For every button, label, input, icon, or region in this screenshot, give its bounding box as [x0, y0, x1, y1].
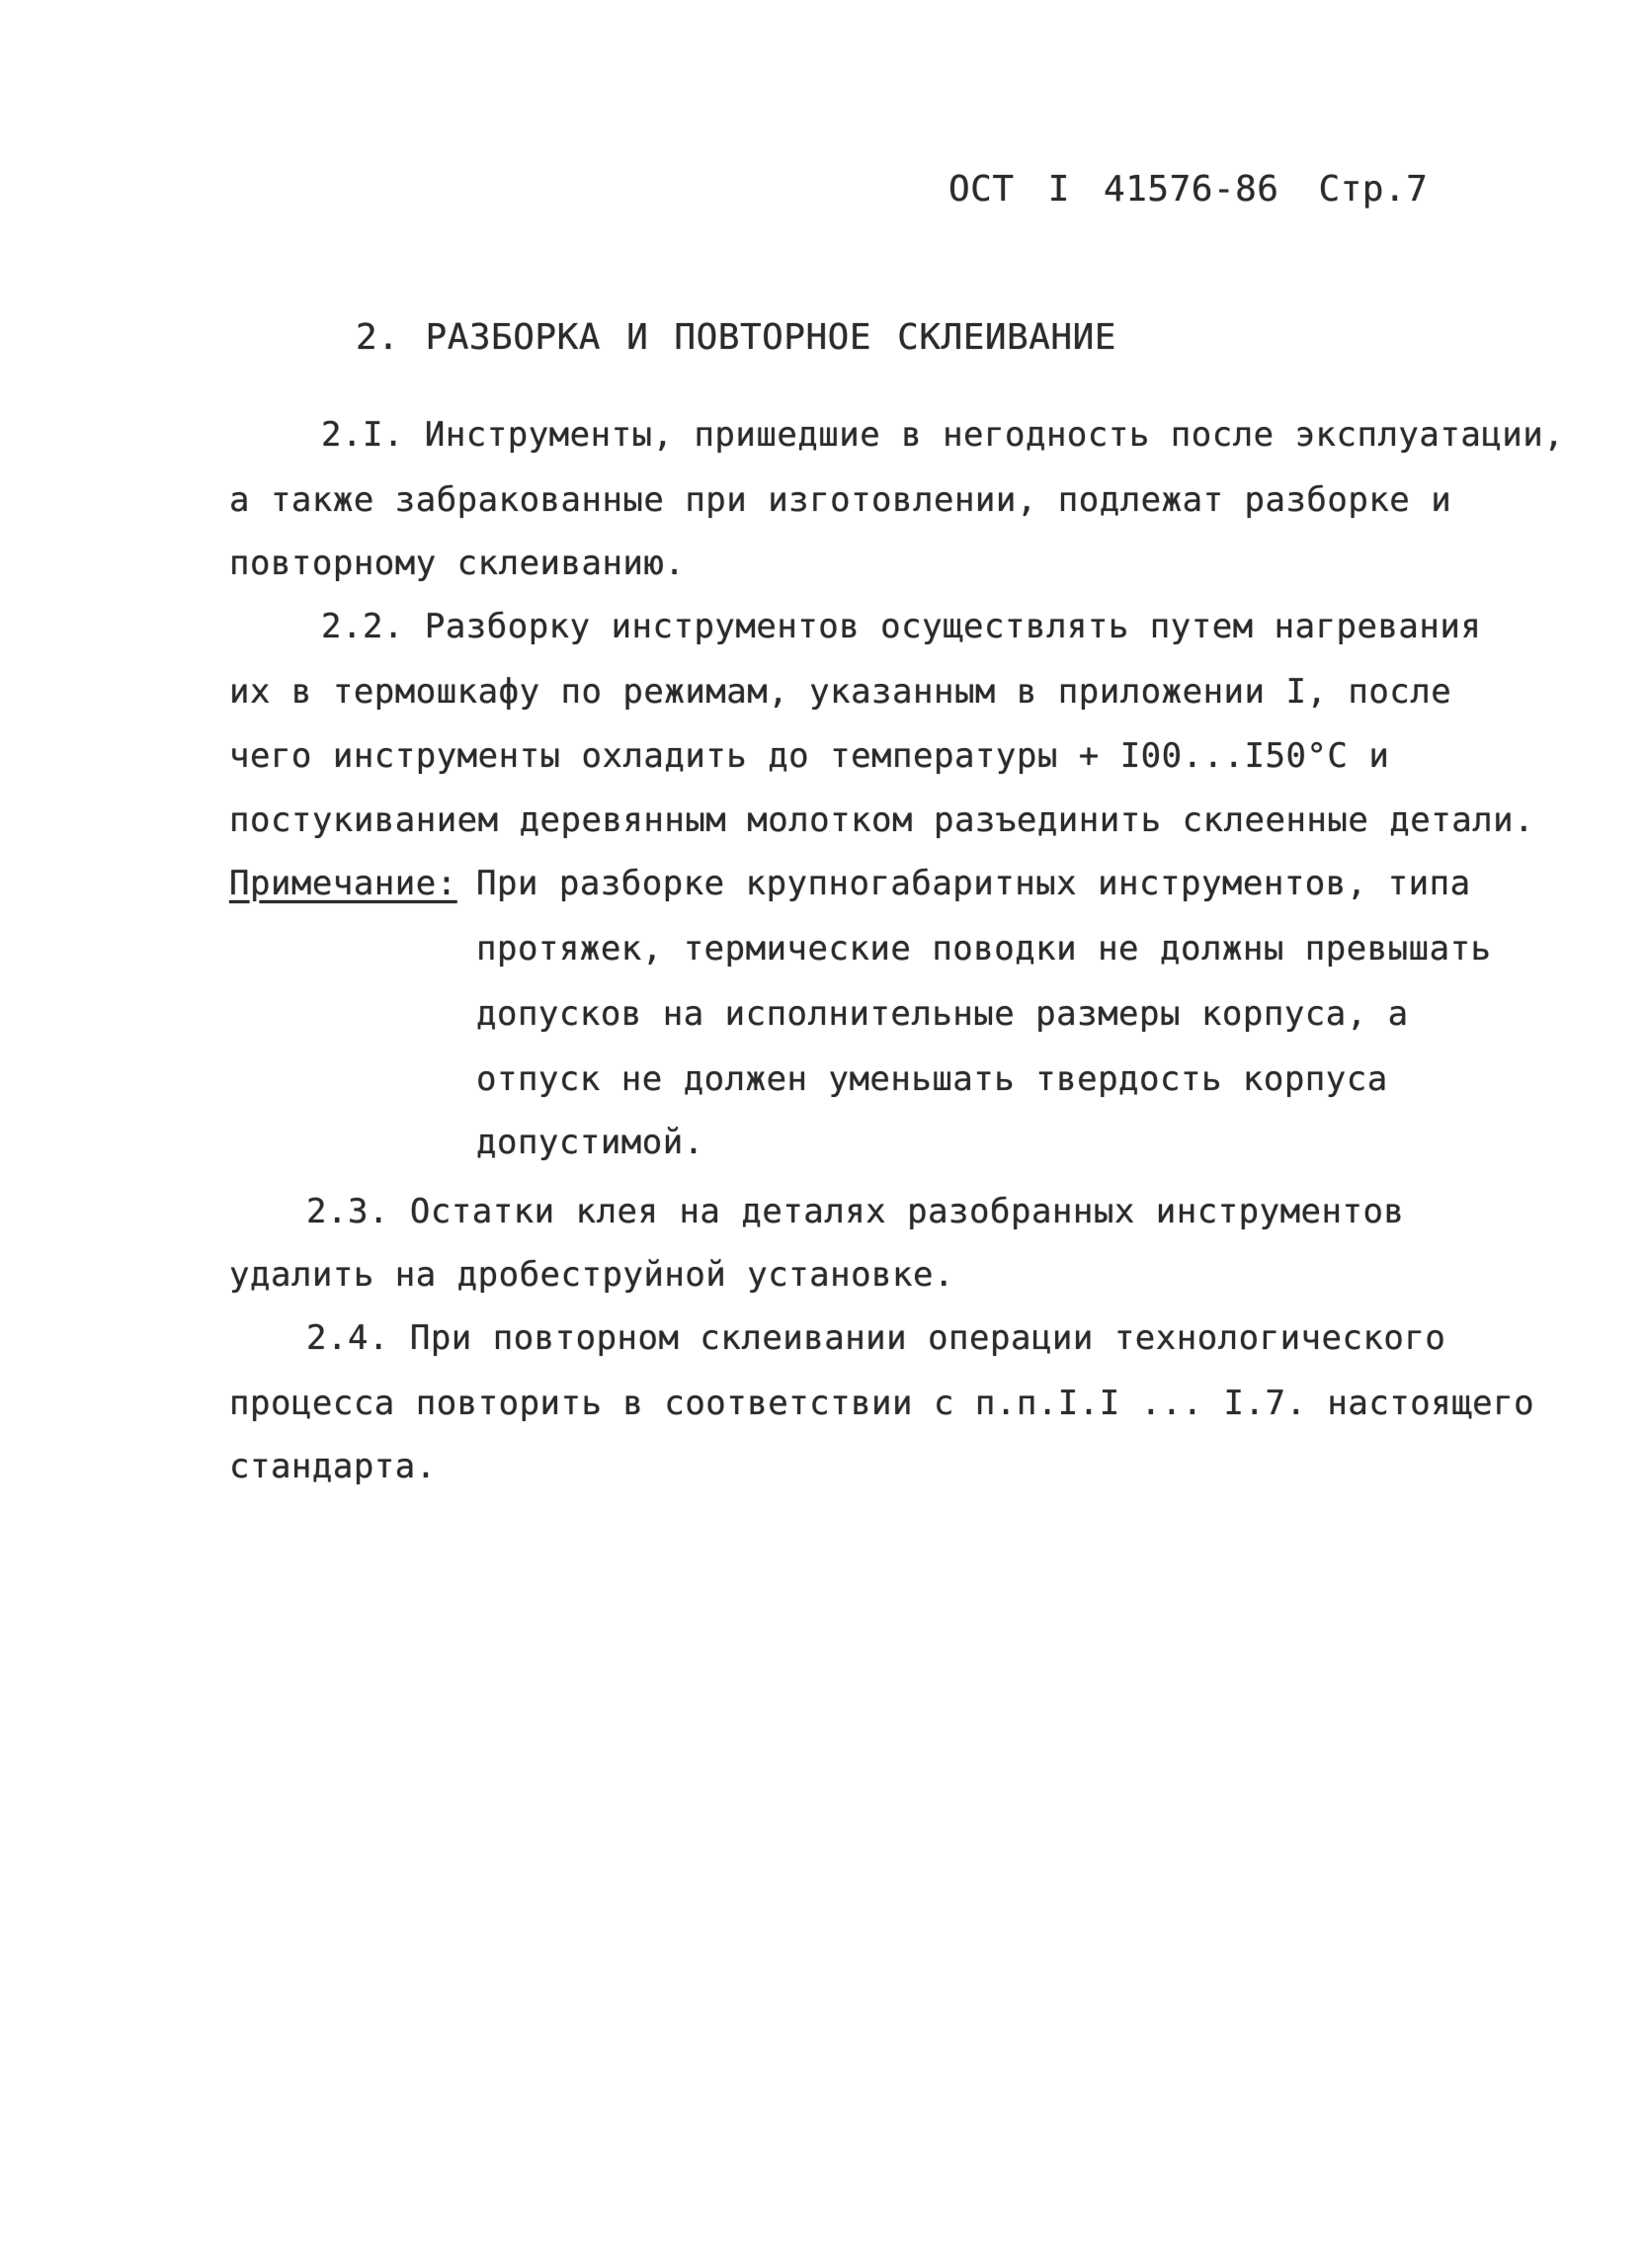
section-title: 2. РАЗБОРКА И ПОВТОРНОЕ СКЛЕИВАНИЕ [356, 317, 1116, 358]
note-line-1: При разборке крупногабаритных инструментов, типа [476, 864, 1471, 903]
paragraph-2-2-line-4: постукиванием деревянным молотком разъединить склеенные детали. [229, 800, 1535, 840]
page-header [948, 170, 1428, 210]
paragraph-2-3-line-1: 2.3. Остатки клея на деталях разобранных инструментов [306, 1192, 1405, 1231]
note-line-3: допусков на исполнительные размеры корпуса, а [476, 994, 1409, 1034]
paragraph-2-2-line-2: их в термошкафу по режимам, указанным в приложении I, после [229, 672, 1452, 712]
paragraph-2-1-line-2: а также забракованные при изготовлении, подлежат разборке и [229, 480, 1452, 520]
paragraph-2-2-line-3: чего инструменты охладить до температуры + I00...I50°C и [229, 736, 1390, 776]
paragraph-2-4-line-1: 2.4. При повторном склеивании операции технологического [306, 1318, 1446, 1358]
standard-number: ОСТ I 41576-86 [948, 169, 1279, 210]
paragraph-2-4-line-2: процесса повторить в соответствии с п.п.I.I ... I.7. настоящего [229, 1384, 1535, 1423]
paragraph-2-1-line-3: повторному склеиванию. [229, 544, 686, 583]
note-line-5: допустимой. [476, 1123, 704, 1162]
note-line-4: отпуск не должен уменьшать твердость корпуса [476, 1059, 1388, 1099]
paragraph-2-3-line-2: удалить на дробеструйной установке. [229, 1255, 954, 1295]
note-label: Примечание: [229, 864, 457, 903]
paragraph-2-1-line-1: 2.I. Инструменты, пришедшие в негодность после эксплуатации, [321, 415, 1565, 455]
paragraph-2-2-line-1: 2.2. Разборку инструментов осуществлять путем нагревания [321, 607, 1482, 646]
page-number: Стр.7 [1318, 169, 1429, 210]
note-line-2: протяжек, термические поводки не должны превышать [476, 929, 1492, 968]
paragraph-2-4-line-3: стандарта. [229, 1447, 437, 1486]
